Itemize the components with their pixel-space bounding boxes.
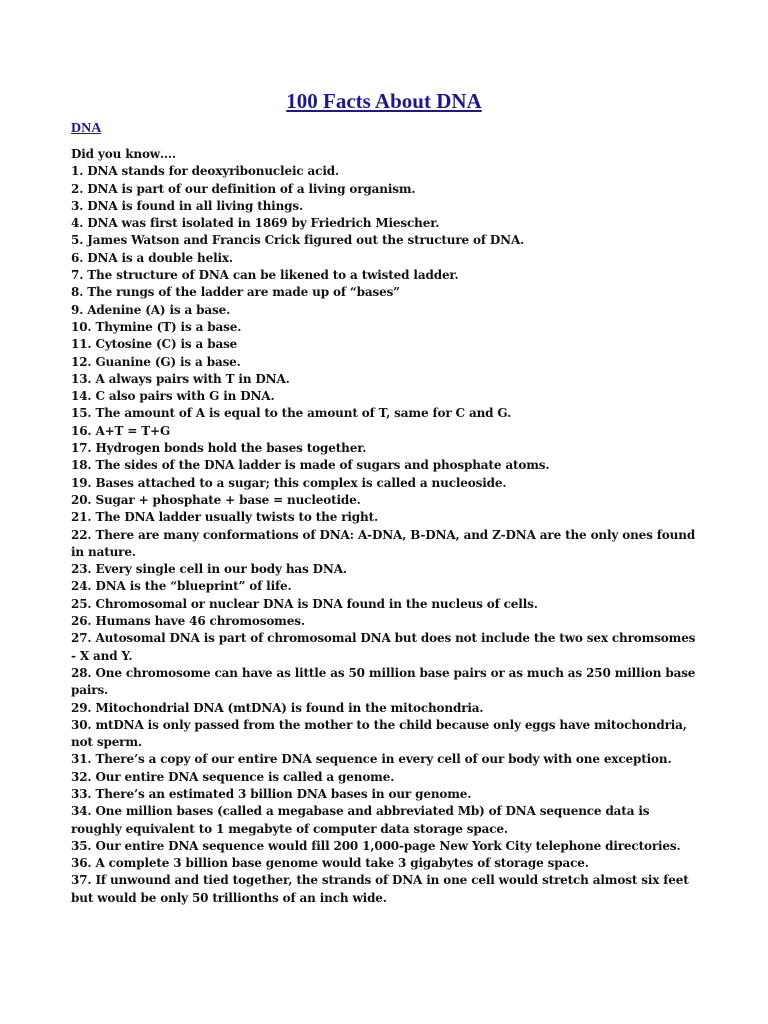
fact-item: 11. Cytosine (C) is a base	[71, 337, 238, 352]
fact-item: 37. If unwound and tied together, the strands of DNA in one cell would stretch almost six feet but would be only 50 trillionths of an inch wide.	[71, 873, 689, 905]
fact-item: 4. DNA was first isolated in 1869 by Friedrich Miescher.	[71, 216, 440, 231]
fact-item: 18. The sides of the DNA ladder is made of sugars and phosphate atoms.	[71, 458, 550, 473]
facts-list	[71, 163, 701, 907]
fact-item: 27. Autosomal DNA is part of chromosomal DNA but does not include the two sex chromsomes - X and Y.	[71, 631, 696, 663]
fact-item: 15. The amount of A is equal to the amount of T, same for C and G.	[71, 406, 512, 421]
fact-item: 8. The rungs of the ladder are made up of “bases”	[71, 285, 400, 300]
fact-item: 34. One million bases (called a megabase and abbreviated Mb) of DNA sequence data is roughly equivalent to 1 megabyte of computer data storage space.	[71, 804, 650, 836]
fact-item: 7. The structure of DNA can be likened to a twisted ladder.	[71, 268, 459, 283]
fact-item: 3. DNA is found in all living things.	[71, 198, 304, 213]
fact-item: 12. Guanine (G) is a base.	[71, 354, 241, 369]
fact-item: 35. Our entire DNA sequence would fill 200 1,000-page New York City telephone directories.	[71, 838, 681, 853]
fact-item: 25. Chromosomal or nuclear DNA is DNA found in the nucleus of cells.	[71, 596, 538, 611]
fact-item: 5. James Watson and Francis Crick figured out the structure of DNA.	[71, 233, 525, 248]
dna-section-link[interactable]: DNA	[71, 121, 102, 136]
fact-item: 32. Our entire DNA sequence is called a genome.	[71, 769, 395, 784]
fact-item: 33. There’s an estimated 3 billion DNA bases in our genome.	[71, 786, 472, 801]
fact-item: 10. Thymine (T) is a base.	[71, 319, 242, 334]
fact-item: 19. Bases attached to a sugar; this complex is called a nucleoside.	[71, 475, 507, 490]
intro-text: Did you know….	[71, 147, 176, 161]
fact-item: 29. Mitochondrial DNA (mtDNA) is found in the mitochondria.	[71, 700, 484, 715]
fact-item: 23. Every single cell in our body has DNA.	[71, 562, 347, 577]
fact-item: 24. DNA is the “blueprint” of life.	[71, 579, 292, 594]
fact-item: 14. C also pairs with G in DNA.	[71, 389, 275, 404]
fact-item: 6. DNA is a double helix.	[71, 250, 233, 265]
fact-item: 13. A always pairs with T in DNA.	[71, 371, 290, 386]
fact-item: 26. Humans have 46 chromosomes.	[71, 614, 305, 629]
fact-item: 1. DNA stands for deoxyribonucleic acid.	[71, 164, 339, 179]
fact-item: 36. A complete 3 billion base genome would take 3 gigabytes of storage space.	[71, 856, 589, 871]
fact-item: 17. Hydrogen bonds hold the bases together.	[71, 441, 367, 456]
fact-item: 2. DNA is part of our definition of a living organism.	[71, 181, 416, 196]
page-title: 100 Facts About DNA	[286, 89, 482, 113]
fact-item: 9. Adenine (A) is a base.	[71, 302, 231, 317]
fact-item: 30. mtDNA is only passed from the mother to the child because only eggs have mitochondria, not sperm.	[71, 717, 687, 750]
fact-item: 28. One chromosome can have as little as 50 million base pairs or as much as 250 million base pairs.	[71, 665, 696, 698]
fact-item: 31. There’s a copy of our entire DNA sequence in every cell of our body with one exception.	[71, 752, 672, 767]
fact-item: 21. The DNA ladder usually twists to the right.	[71, 510, 379, 525]
document-body	[71, 146, 701, 907]
fact-item: 16. A+T = T+G	[71, 423, 171, 438]
fact-item: 20. Sugar + phosphate + base = nucleotide.	[71, 492, 361, 507]
fact-item: 22. There are many conformations of DNA: A-DNA, B-DNA, and Z-DNA are the only ones found in nature.	[71, 527, 696, 559]
